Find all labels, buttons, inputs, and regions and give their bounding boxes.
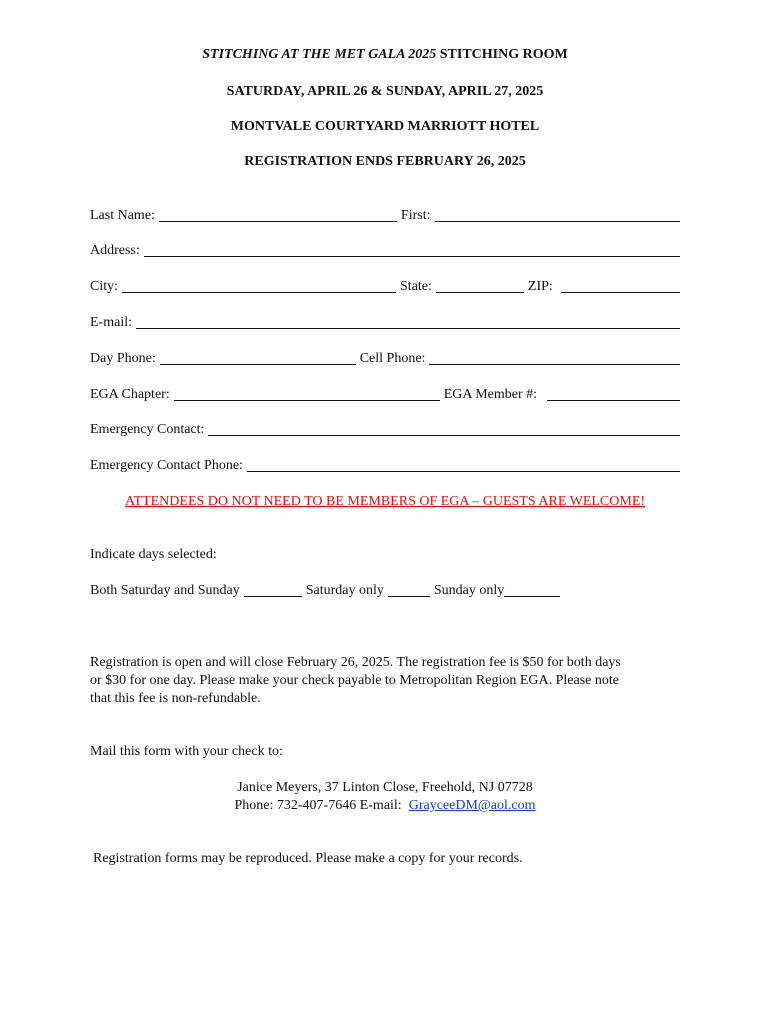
emergency-contact-row bbox=[90, 419, 680, 439]
emergency-phone-field[interactable] bbox=[247, 455, 680, 472]
name-row bbox=[90, 205, 680, 225]
event-title-italic: STITCHING AT THE MET GALA 2025 bbox=[202, 47, 437, 62]
state-field[interactable] bbox=[436, 276, 524, 293]
days-prompt: Indicate days selected: bbox=[90, 547, 217, 562]
registration-info-line-1: Registration is open and will close February 26, 2025. The registration fee is $50 for both days bbox=[90, 655, 621, 670]
emergency-contact-label: Emergency Contact: bbox=[90, 422, 205, 437]
mail-address: Janice Meyers, 37 Linton Close, Freehold, NJ 07728 bbox=[237, 780, 533, 795]
zip-field[interactable] bbox=[561, 276, 680, 293]
city-label: City: bbox=[90, 279, 119, 294]
last-name-label: Last Name: bbox=[90, 208, 155, 223]
ega-member-field[interactable] bbox=[547, 384, 680, 401]
email-label: E-mail: bbox=[90, 315, 132, 330]
sunday-only-label: Sunday only bbox=[433, 583, 505, 598]
both-days-label: Both Saturday and Sunday bbox=[90, 583, 240, 598]
ega-chapter-label: EGA Chapter: bbox=[90, 387, 170, 402]
city-field[interactable] bbox=[122, 276, 396, 293]
address-label: Address: bbox=[90, 243, 140, 258]
emergency-phone-label: Emergency Contact Phone: bbox=[90, 458, 243, 473]
saturday-only-field[interactable] bbox=[388, 580, 430, 597]
ega-member-label: EGA Member #: bbox=[443, 387, 538, 402]
guests-welcome-notice: ATTENDEES DO NOT NEED TO BE MEMBERS OF EGA – GUESTS ARE WELCOME! bbox=[124, 494, 646, 509]
emergency-phone-row bbox=[90, 455, 680, 475]
cell-phone-label: Cell Phone: bbox=[359, 351, 426, 366]
event-title-rest: STITCHING ROOM bbox=[436, 47, 568, 62]
mail-contact-line bbox=[0, 797, 770, 815]
state-label: State: bbox=[400, 279, 432, 294]
event-venue: MONTVALE COURTYARD MARRIOTT HOTEL bbox=[230, 119, 540, 134]
email-row bbox=[90, 312, 680, 332]
day-phone-label: Day Phone: bbox=[90, 351, 156, 366]
emergency-contact-field[interactable] bbox=[208, 419, 680, 436]
phone-row bbox=[90, 348, 680, 368]
event-title bbox=[0, 47, 770, 63]
email-field[interactable] bbox=[136, 312, 680, 329]
city-row bbox=[90, 276, 680, 296]
event-dates: SATURDAY, APRIL 26 & SUNDAY, APRIL 27, 2025 bbox=[226, 84, 544, 99]
mail-phone: Phone: 732-407-7646 E-mail: bbox=[234, 798, 409, 813]
address-row bbox=[90, 240, 680, 260]
mail-email-link[interactable]: GrayceeDM@aol.com bbox=[408, 798, 536, 813]
last-name-field[interactable] bbox=[159, 205, 397, 222]
registration-deadline: REGISTRATION ENDS FEBRUARY 26, 2025 bbox=[244, 154, 526, 169]
registration-info-line-3: that this fee is non-refundable. bbox=[90, 691, 261, 706]
registration-info bbox=[90, 654, 690, 708]
address-field[interactable] bbox=[144, 240, 680, 257]
cell-phone-field[interactable] bbox=[429, 348, 680, 365]
first-name-field[interactable] bbox=[435, 205, 681, 222]
registration-info-line-2: or $30 for one day. Please make your check payable to Metropolitan Region EGA. Please note bbox=[90, 673, 619, 688]
zip-label: ZIP: bbox=[527, 279, 553, 294]
day-phone-field[interactable] bbox=[160, 348, 356, 365]
days-row bbox=[90, 580, 680, 600]
saturday-only-label: Saturday only bbox=[305, 583, 384, 598]
ega-chapter-field[interactable] bbox=[174, 384, 440, 401]
both-days-field[interactable] bbox=[244, 580, 302, 597]
ega-row bbox=[90, 384, 680, 404]
first-name-label: First: bbox=[400, 208, 431, 223]
sunday-only-field[interactable] bbox=[504, 580, 560, 597]
mail-prompt: Mail this form with your check to: bbox=[90, 744, 283, 759]
footer-note: Registration forms may be reproduced. Please make a copy for your records. bbox=[93, 851, 523, 866]
